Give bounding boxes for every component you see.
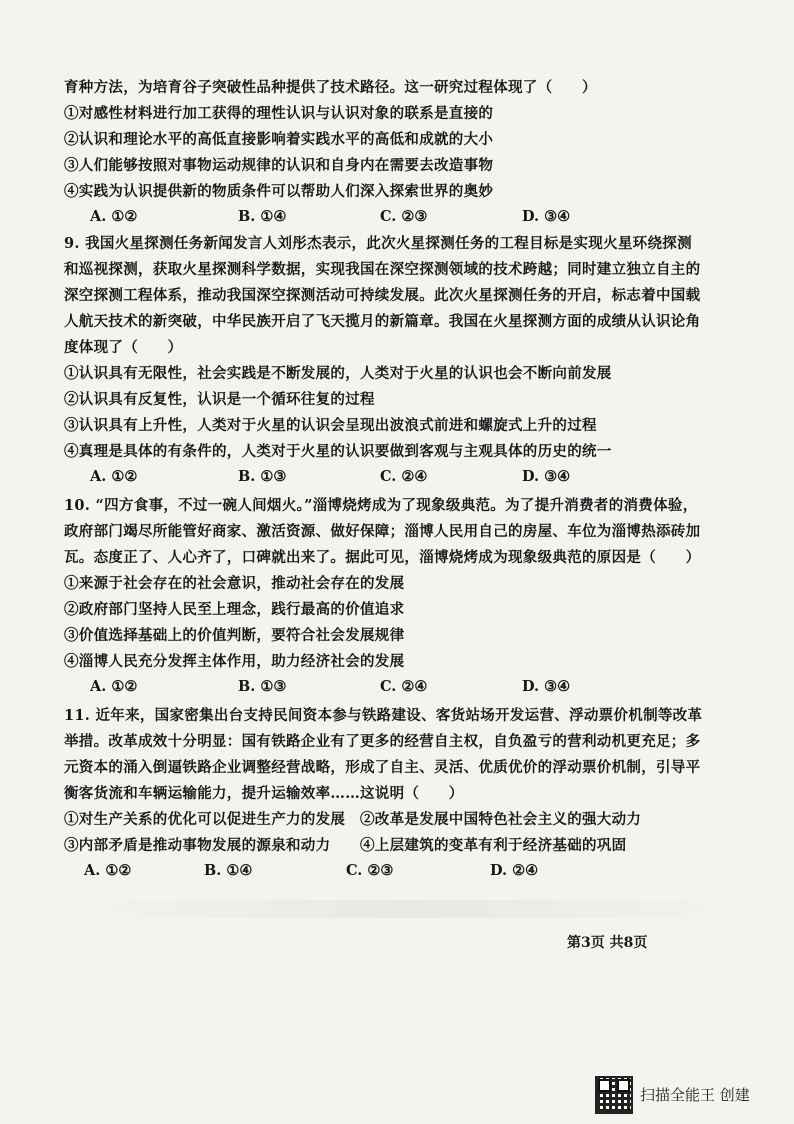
qr-code-icon <box>597 1078 631 1112</box>
q9-stem-1: 9. 我国火星探测任务新闻发言人刘彤杰表示，此次火星探测任务的工程目标是实现火星环绕探测 <box>64 235 692 252</box>
q10-option-4: ④淄博人民充分发挥主体作用，助力经济社会的发展 <box>64 653 405 670</box>
q11-choice-d: D. ②④ <box>490 862 539 879</box>
q9-choice-d: D. ③④ <box>522 468 571 485</box>
q9-stem-3: 深空探测工程体系，推动我国深空探测活动可持续发展。此次火星探测任务的开启，标志着中国载 <box>64 287 701 304</box>
q11-choice-b: B. ①④ <box>204 862 253 879</box>
scanner-watermark: 扫描全能王 创建 <box>640 1086 750 1104</box>
q11-options-row-2: ③内部矛盾是推动事物发展的源泉和动力 ④上层建筑的变革有利于经济基础的巩固 <box>64 837 627 854</box>
q8-option-2: ②认识和理论水平的高低直接影响着实践水平的高低和成就的大小 <box>64 131 494 148</box>
q10-stem-1: 10. “四方食事，不过一碗人间烟火。”淄博烧烤成为了现象级典范。为了提升消费者的消费体验， <box>64 497 698 514</box>
q8-option-1: ①对感性材料进行加工获得的理性认识与认识对象的联系是直接的 <box>64 105 494 122</box>
q9-stem-5: 度体现了（ ） <box>64 339 183 356</box>
q10-choice-d: D. ③④ <box>522 678 571 695</box>
q11-stem-2: 举措。改革成效十分明显：国有铁路企业有了更多的经营自主权，自负盈亏的营利动机更充足；多 <box>64 733 701 750</box>
q10-choice-b: B. ①③ <box>238 678 287 695</box>
q8-option-3: ③人们能够按照对事物运动规律的认识和自身内在需要去改造事物 <box>64 157 494 174</box>
q9-choice-b: B. ①③ <box>238 468 287 485</box>
q10-option-2: ②政府部门坚持人民至上理念，践行最高的价值追求 <box>64 601 405 618</box>
page-number: 第3页 共8页 <box>567 935 648 951</box>
q11-stem-1: 11. 近年来，国家密集出台支持民间资本参与铁路建设、客货站场开发运营、浮动票价机制等改革 <box>64 707 703 724</box>
scan-smudge <box>60 900 760 918</box>
q9-option-1: ①认识具有无限性，社会实践是不断发展的，人类对于火星的认识也会不断向前发展 <box>64 365 612 382</box>
q9-option-2: ②认识具有反复性，认识是一个循环往复的过程 <box>64 391 375 408</box>
q8-choice-c: C. ②③ <box>380 208 428 225</box>
q11-choice-c: C. ②③ <box>346 862 394 879</box>
q10-choice-a: A. ①② <box>90 678 138 695</box>
q10-stem-3: 瓦。态度正了、人心齐了，口碑就出来了。据此可见，淄博烧烤成为现象级典范的原因是（ ） <box>64 549 701 566</box>
q9-option-3: ③认识具有上升性，人类对于火星的认识会呈现出波浪式前进和螺旋式上升的过程 <box>64 417 597 434</box>
q8-choice-b: B. ①④ <box>238 208 287 225</box>
q11-stem-4: 衡客货流和车辆运输能力，提升运输效率……这说明（ ） <box>64 785 464 802</box>
q11-options-row-1: ①对生产关系的优化可以促进生产力的发展 ②改革是发展中国特色社会主义的强大动力 <box>64 811 642 828</box>
q10-stem-2: 政府部门竭尽所能管好商家、激活资源、做好保障；淄博人民用自己的房屋、车位为淄博热添砖加 <box>64 523 701 540</box>
q9-choice-a: A. ①② <box>90 468 138 485</box>
q11-stem-3: 元资本的涌入倒逼铁路企业调整经营战略，形成了自主、灵活、优质优价的浮动票价机制，引导平 <box>64 759 701 776</box>
q8-stem-tail: 育种方法，为培育谷子突破性品种提供了技术路径。这一研究过程体现了（ ） <box>64 79 597 96</box>
q9-choice-c: C. ②④ <box>380 468 428 485</box>
q8-choice-a: A. ①② <box>90 208 138 225</box>
q10-option-1: ①来源于社会存在的社会意识，推动社会存在的发展 <box>64 575 405 592</box>
q9-option-4: ④真理是具体的有条件的，人类对于火星的认识要做到客观与主观具体的历史的统一 <box>64 443 612 460</box>
q9-stem-4: 人航天技术的新突破，中华民族开启了飞天揽月的新篇章。我国在火星探测方面的成绩从认识论角 <box>64 313 701 330</box>
q9-stem-2: 和巡视探测，获取火星探测科学数据，实现我国在深空探测领域的技术跨越；同时建立独立自主的 <box>64 261 701 278</box>
q8-option-4: ④实践为认识提供新的物质条件可以帮助人们深入探索世界的奥妙 <box>64 183 494 200</box>
q10-option-3: ③价值选择基础上的价值判断，要符合社会发展规律 <box>64 627 405 644</box>
q10-choice-c: C. ②④ <box>380 678 428 695</box>
q11-choice-a: A. ①② <box>84 862 132 879</box>
q8-choice-d: D. ③④ <box>522 208 571 225</box>
